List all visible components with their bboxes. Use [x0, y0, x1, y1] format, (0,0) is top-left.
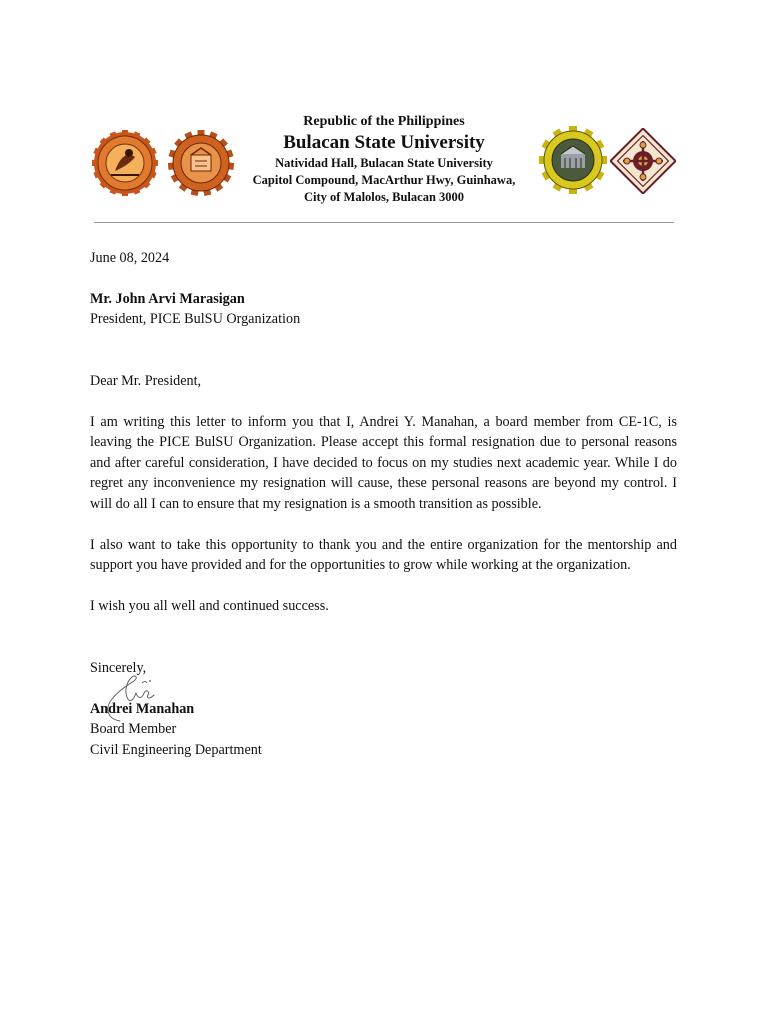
recipient-block	[90, 289, 677, 330]
paragraph-3: I wish you all well and continued success.	[90, 598, 329, 614]
university-name: Bulacan State University	[283, 132, 485, 153]
republic-heading: Republic of the Philippines	[303, 114, 465, 129]
paragraph-1: I am writing this letter to inform you that I, Andrei Y. Manahan, a board member from CE-1C, is leaving the PICE BulSU Organization. Please accept this formal resignation due to personal reasons and after careful consideration, I have decided to focus on my studies next academic year. While I do regret any inconvenience my resignation will cause, these personal reasons are beyond my control. I will do all I can to ensure that my resignation is a smooth transition as possible.	[90, 413, 677, 512]
header-divider	[94, 222, 674, 223]
sender-department: Civil Engineering Department	[90, 741, 262, 758]
address-line-1: Natividad Hall, Bulacan State University	[275, 156, 493, 170]
letter-body	[90, 248, 677, 760]
recipient-title: President, PICE BulSU Organization	[90, 311, 301, 327]
sender-title: Board Member	[90, 721, 177, 737]
paragraph-2: I also want to take this opportunity to thank you and the entire organization for the mentorship and support you have provided and for the opportunities to grow while working at the organization.	[90, 536, 677, 573]
sender-name: Andrei Manahan	[90, 700, 195, 717]
signature-block	[90, 699, 677, 761]
letterhead	[0, 112, 768, 212]
college-of-engineering-seal-icon	[168, 130, 234, 196]
bulsu-seal-icon	[92, 130, 158, 196]
letter-date: June 08, 2024	[90, 250, 170, 266]
salutation: Dear Mr. President,	[90, 372, 202, 389]
civil-engineering-gear-seal-icon	[539, 126, 607, 194]
address-line-3: City of Malolos, Bulacan 3000	[303, 190, 465, 204]
recipient-name: Mr. John Arvi Marasigan	[90, 290, 245, 307]
letterhead-text	[234, 112, 534, 206]
pice-emblem-icon	[610, 128, 676, 194]
closing: Sincerely,	[90, 659, 147, 676]
address-line-2: Capitol Compound, MacArthur Hwy, Guinhawa,	[252, 173, 516, 187]
